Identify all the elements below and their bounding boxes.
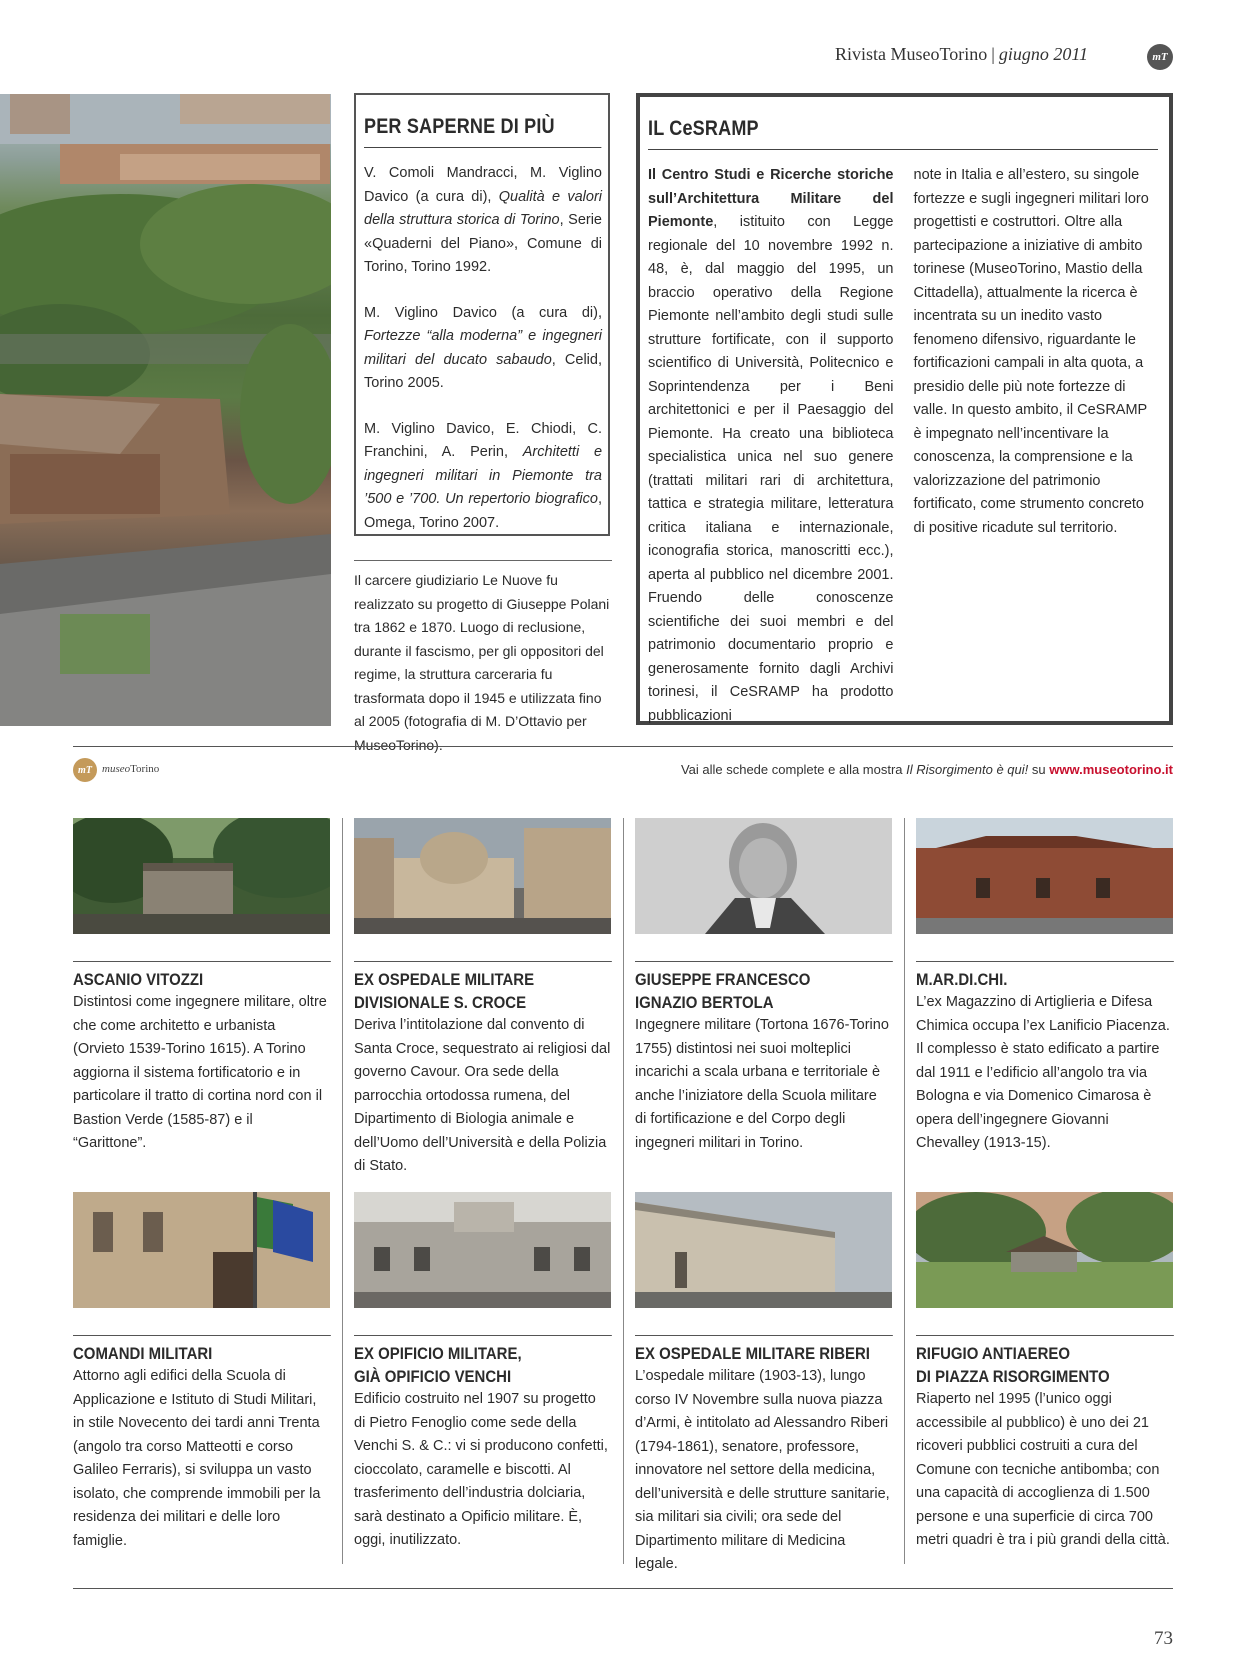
card-comandi-militari <box>73 1192 330 1553</box>
mardichi-photo <box>916 818 1173 934</box>
card-mardichi <box>916 818 1173 1156</box>
card-title: EX OPIFICIO MILITARE, GIÀ OPIFICIO VENCHI <box>354 1335 612 1388</box>
further-reading-title: PER SAPERNE DI PIÙ <box>364 115 601 148</box>
card-title: EX OSPEDALE MILITARE DIVISIONALE S. CROCE <box>354 961 612 1014</box>
issue-date: giugno 2011 <box>998 44 1088 64</box>
magazine-name: Rivista MuseoTorino <box>834 44 988 64</box>
reference-2: M. Viglino Davico (a cura di), Fortezze “alla moderna” e ingegneri militari del ducato sabaudo, Celid, Torino 2005. <box>364 304 602 391</box>
card-title: RIFUGIO ANTIAEREO DI PIAZZA RISORGIMENTO <box>916 1335 1174 1388</box>
card-text: Deriva l’intitolazione dal convento di Santa Croce, sequestrato ai religiosi dal governo Cavour. Ora sede della parrocchia ortodossa rumena, del Dipartimento di Biologia animale e dell’Uomo dell’Università e della Polizia di Stato. <box>354 1017 611 1174</box>
card-bertola <box>635 818 892 1155</box>
card-ospedale-s-croce <box>354 818 611 1179</box>
card-text: Edificio costruito nel 1907 su progetto di Pietro Fenoglio come sede della Venchi S. & C.: vi si producono confetti, cioccolato, caramelle e biscotti. Al trasferimento dell’industria dolciaria, sarà destinato a Opificio militare. È, oggi, inutilizzato. <box>354 1391 608 1548</box>
column-separator <box>904 818 905 1564</box>
card-text: L’ospedale militare (1903-13), lungo corso IV Novembre sulla nuova piazza d’Armi, è intitolato ad Alessandro Riberi (1794-1861), senatore, professore, innovatore nel settore della medicina, dell’università e delle strutture sanitarie, sia militari sia civili; ora sede del Dipartimento militare di Medicina legale. <box>635 1368 890 1572</box>
cesramp-column-2: note in Italia e all’estero, su singole fortezze e sugli ingegneri militari loro progettisti e costruttori. Oltre alla partecipazione a iniziative di ambito torinese (MuseoTorino, Mastio della Cittadella), attualmente la ricerca è incentrata su un inedito vasto fenomeno difensivo, riguardante le fortificazioni campali in alta quota, a presidio delle più note fortezze di valle. In questo ambito, il CeSRAMP è impegnato nell’incentivare la conoscenza, la comprensione e la valorizzazione del patrimonio fortificato, come strumento concreto di positive ricadute sul territorio. <box>913 167 1149 536</box>
opificio-venchi-photo <box>354 1192 611 1308</box>
card-title: ASCANIO VITOZZI <box>73 961 331 991</box>
page-number: 73 <box>1154 1628 1173 1649</box>
divider-top <box>73 746 1173 747</box>
bastion-verde-photo <box>73 818 330 934</box>
reference-3: M. Viglino Davico, E. Chiodi, C. Franchini, A. Perin, Architetti e ingegneri militari in Piemonte tra ’500 e ’700. Un repertorio biografico, Omega, Torino 2007. <box>364 420 603 531</box>
photo-caption: Il carcere giudiziario Le Nuove fu realizzato su progetto di Giuseppe Polani tra 1862 e 1870. Luogo di reclusione, durante il fascismo, per gli oppositori del regime, la struttura carceraria fu trasformata dopo il 1945 e utilizzata fino al 2005 (fotografia di M. D’Ottavio per MuseoTorino). <box>354 560 612 757</box>
museotorino-logo: mT <box>1147 44 1173 70</box>
card-ospedale-riberi <box>635 1192 892 1577</box>
column-separator <box>342 818 343 1564</box>
card-title: EX OSPEDALE MILITARE RIBERI <box>635 1335 893 1365</box>
prison-aerial-photo <box>0 94 331 726</box>
card-title: COMANDI MILITARI <box>73 1335 331 1365</box>
card-text: L’ex Magazzino di Artiglieria e Difesa Chimica occupa l’ex Lanificio Piacenza. Il complesso è stato edificato a partire dal 1911 e l’edificio all’angolo tra via Bologna e via Domenico Cimarosa è opera dell’ingegnere Giovanni Chevalley (1913-15). <box>916 994 1170 1151</box>
museotorino-footer-logo: mT <box>73 758 97 782</box>
further-reading-box <box>354 93 610 536</box>
column-separator <box>623 818 624 1564</box>
card-title: GIUSEPPE FRANCESCO IGNAZIO BERTOLA <box>635 961 893 1014</box>
reference-1: V. Comoli Mandracci, M. Viglino Davico (a cura di), Qualità e valori della struttura storica di Torino, Serie «Quaderni del Piano», Comune di Torino, Torino 1992. <box>364 165 602 275</box>
ospedale-riberi-photo <box>635 1192 892 1308</box>
card-opificio-venchi <box>354 1192 611 1553</box>
website-promo: Vai alle schede complete e alla mostra Il Risorgimento è qui! su www.museotorino.it <box>680 762 1173 777</box>
footer-brand: museoTorino <box>102 763 160 775</box>
card-text: Distintosi come ingegnere militare, oltre che come architetto e urbanista (Orvieto 1539-Torino 1615). A Torino aggiorna il sistema fortificatorio e in particolare il tratto di cortina nord con il Bastion Verde (1585-87) e il “Garittone”. <box>73 994 327 1151</box>
rifugio-antiaereo-photo <box>916 1192 1173 1308</box>
card-title: M.AR.DI.CHI. <box>916 961 1174 991</box>
card-text: Riaperto nel 1995 (l’unico oggi accessibile al pubblico) è uno dei 21 ricoveri pubblici costruiti a cura del Comune con tecniche antibomba; con una capacità di accoglienza di 1.500 persone e una superficie di circa 700 metri quadri è tra i più grandi della città. <box>916 1391 1170 1548</box>
bertola-portrait <box>635 818 892 934</box>
cesramp-title: IL CeSRAMP <box>648 117 1158 150</box>
santa-croce-photo <box>354 818 611 934</box>
card-text: Attorno agli edifici della Scuola di Applicazione e Istituto di Studi Militari, in stile Novecento dei tardi anni Trenta (angolo tra corso Matteotti e corso Galileo Ferraris), si sviluppa un vasto isolato, che comprende immobili per la residenza dei militari e delle loro famiglie. <box>73 1368 321 1549</box>
card-text: Ingegnere militare (Tortona 1676-Torino 1755) distintosi nei suoi molteplici incarichi a scala urbana e territoriale è anche l’iniziatore della Scuola militare di fortificazione e del Corpo degli ingegneri militari in Torino. <box>635 1017 889 1151</box>
card-rifugio-antiaereo <box>916 1192 1173 1553</box>
card-ascanio-vitozzi <box>73 818 330 1156</box>
running-header: Rivista MuseoTorino | giugno 2011 <box>834 44 1088 64</box>
cesramp-box <box>636 93 1173 725</box>
cesramp-column-1: Il Centro Studi e Ricerche storiche sull’Architettura Militare del Piemonte, istituito con Legge regionale del 10 novembre 1992 n. 48, è, dal maggio del 1995, un braccio operativo della Regione Piemonte nell’ambito degli studi sulle strutture fortificate, con il supporto scientifico di Università, Politecnico e Soprintendenza per i Beni architettonici e per il Paesaggio del Piemonte. Ha creato una biblioteca specialistica unica nel suo genere (trattati militari rari di architettura, tattica e strategia militare, letteratura critica italiana e internazionale, iconografia storica, manoscritti ecc.), aperta al pubblico nel dicembre 2001. Fruendo delle conoscenze scientifiche dei suoi membri e del patrimonio documentario proprio e generosamente fornito dagli Archivi torinesi, il CeSRAMP ha prodotto pubblicazioni <box>648 167 894 724</box>
divider-bottom <box>73 1588 1173 1589</box>
website-link[interactable]: www.museotorino.it <box>1049 762 1173 777</box>
comandi-militari-photo <box>73 1192 330 1308</box>
